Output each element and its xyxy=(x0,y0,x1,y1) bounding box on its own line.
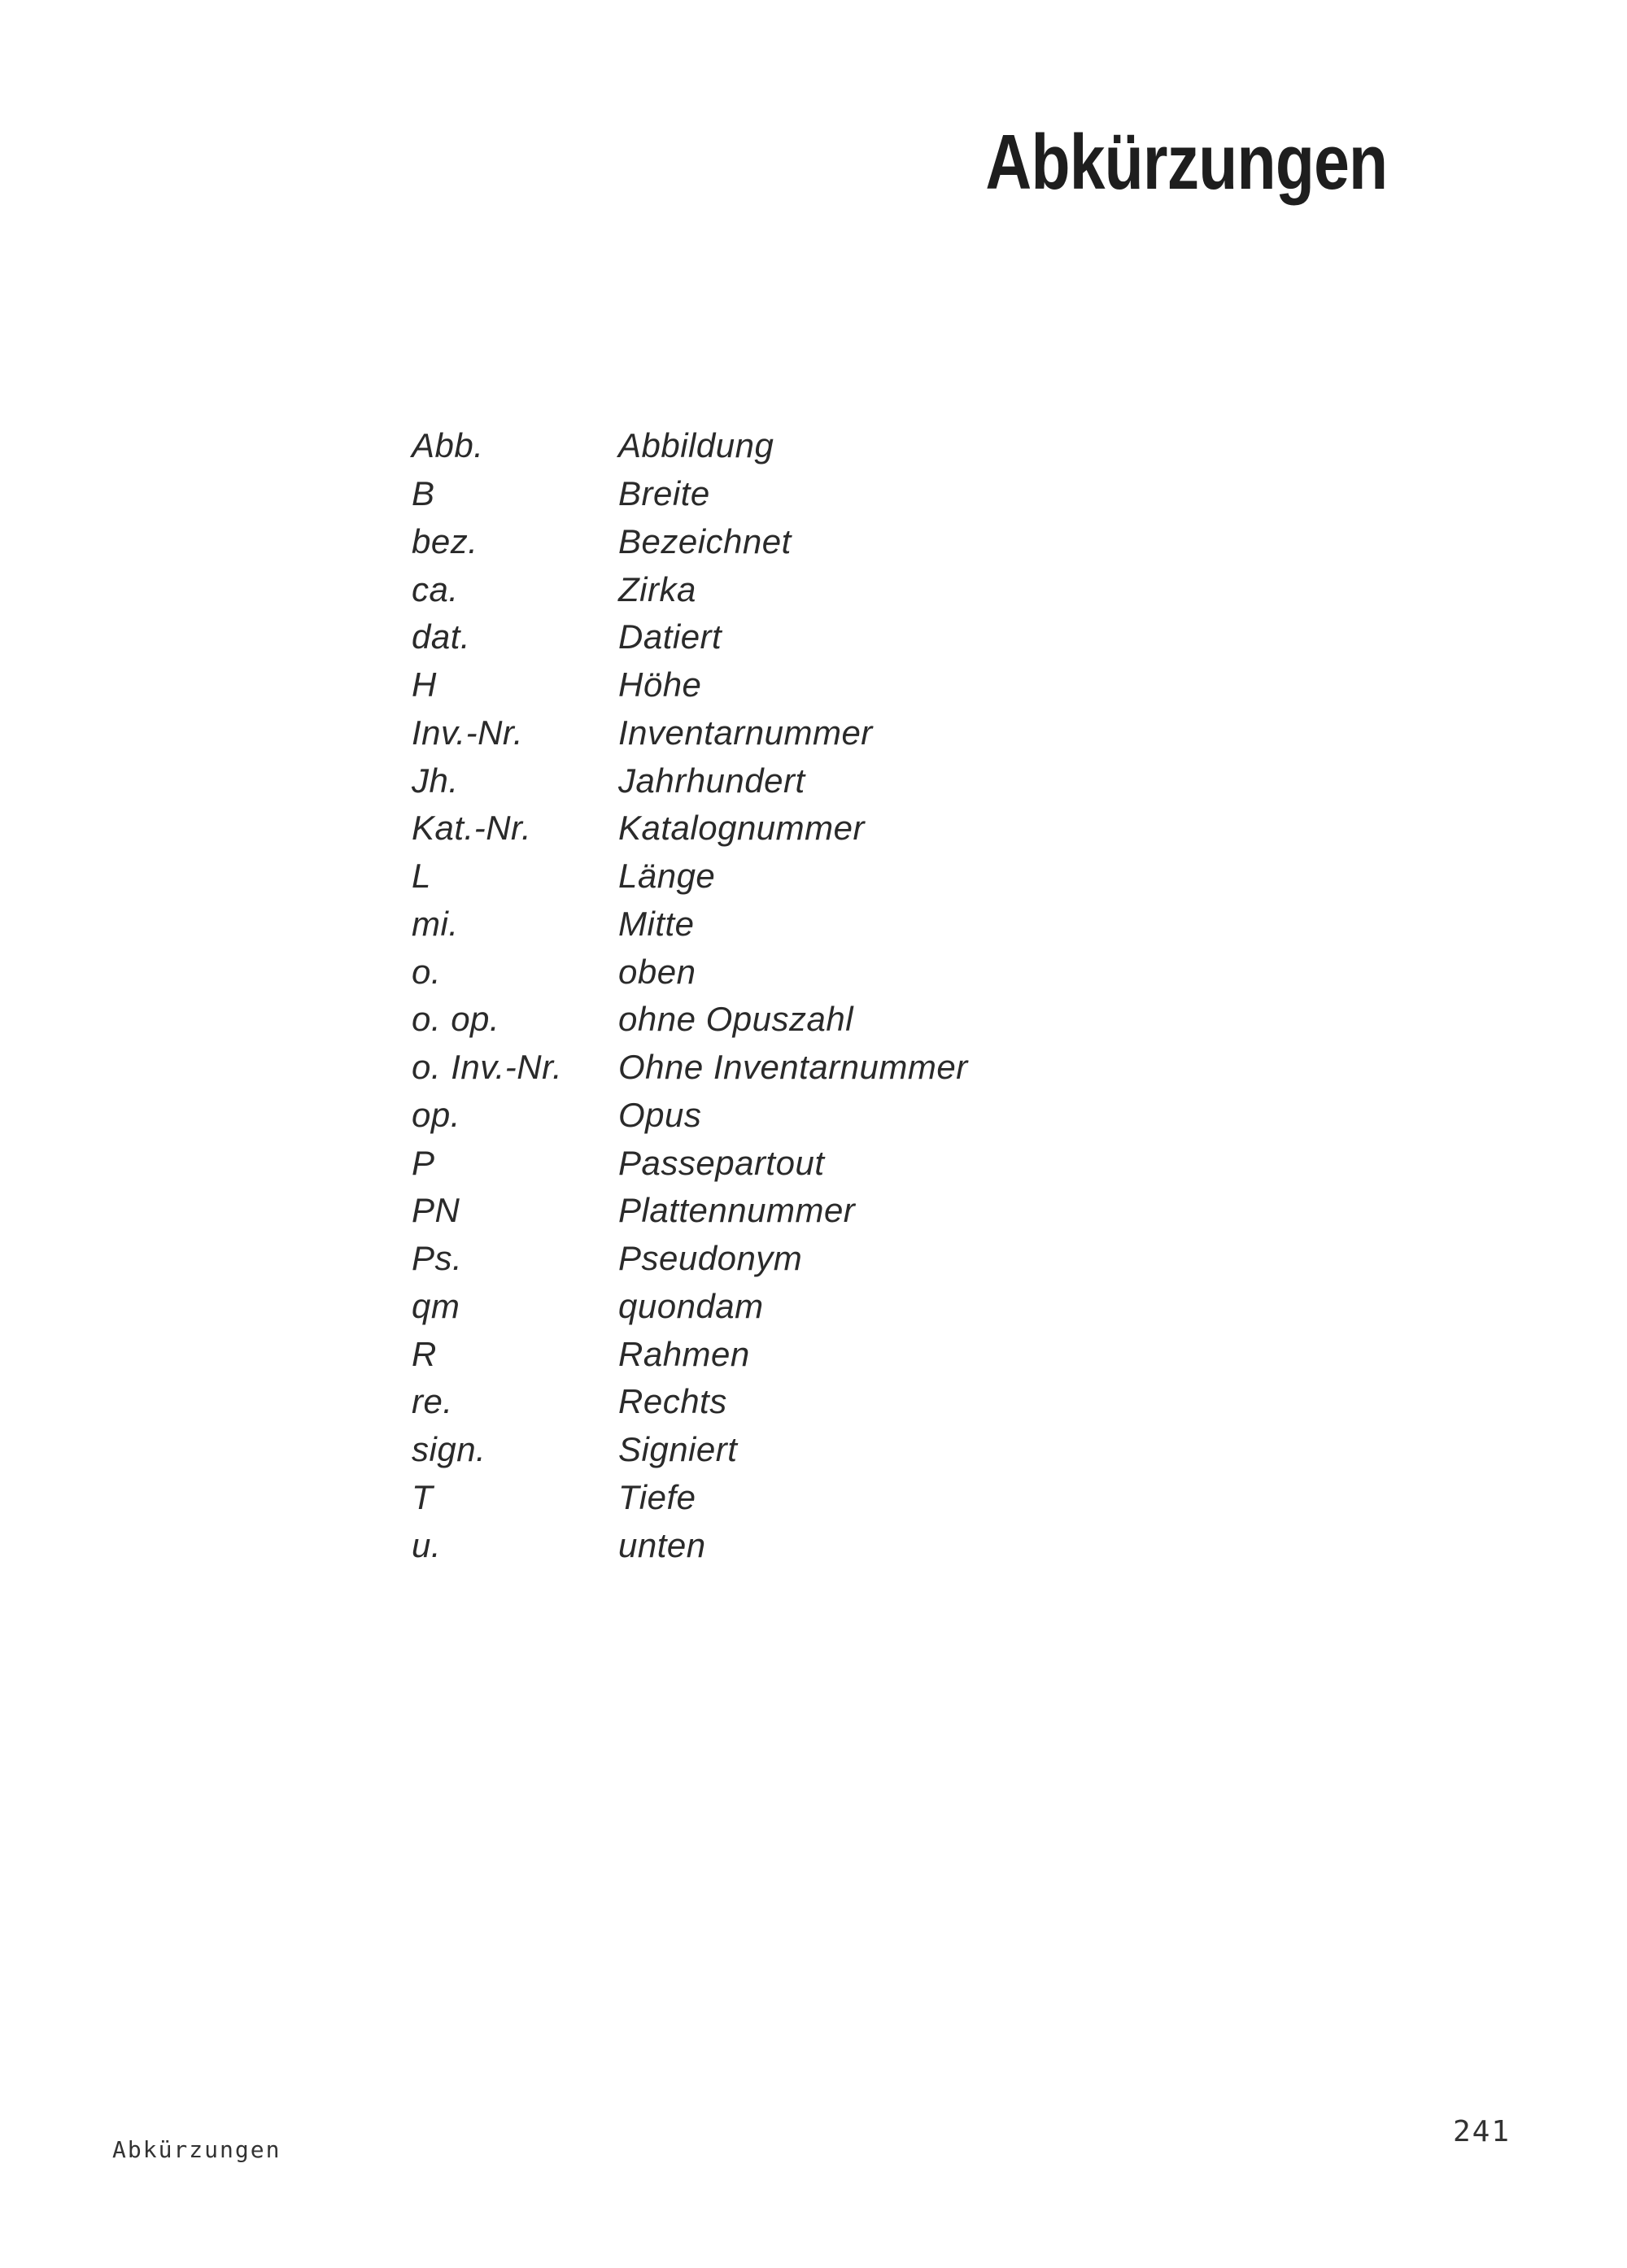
abbreviation: PN xyxy=(412,1191,460,1230)
abbreviation: Ps. xyxy=(412,1239,463,1278)
abbreviation-row xyxy=(412,661,968,709)
abbreviation-row xyxy=(412,565,968,613)
abbreviation: R xyxy=(412,1334,437,1373)
abbreviation-meaning: Tiefe xyxy=(618,1477,696,1516)
abbreviation-row xyxy=(412,470,968,518)
abbreviation-row xyxy=(412,1330,968,1378)
abbreviation-row xyxy=(412,901,968,949)
abbreviation-row xyxy=(412,1044,968,1092)
abbreviation-meaning: Breite xyxy=(618,474,710,513)
abbreviation-meaning: quondam xyxy=(618,1286,764,1325)
abbreviation: dat. xyxy=(412,617,471,656)
abbreviation-meaning: Mitte xyxy=(618,904,695,943)
abbreviation-meaning: Höhe xyxy=(618,665,702,704)
abbreviation-row xyxy=(412,948,968,996)
abbreviation-row xyxy=(412,1092,968,1140)
abbreviation-meaning: Passepartout xyxy=(618,1143,825,1182)
page-number: 241 xyxy=(1452,2115,1511,2148)
running-footer: Abkürzungen xyxy=(112,2136,281,2163)
abbreviation: o. op. xyxy=(412,1000,500,1039)
abbreviation: H xyxy=(412,665,437,704)
abbreviation: L xyxy=(412,857,431,896)
abbreviation-meaning: Katalognummer xyxy=(618,809,865,848)
abbreviation-meaning: Pseudonym xyxy=(618,1239,803,1278)
abbreviation: P xyxy=(412,1143,435,1182)
abbreviation-meaning: Abbildung xyxy=(618,426,774,465)
abbreviation-row xyxy=(412,853,968,901)
abbreviation-meaning: Datiert xyxy=(618,617,722,656)
abbreviation-row xyxy=(412,805,968,853)
abbreviation-meaning: Bezeichnet xyxy=(618,521,792,560)
abbreviation: u. xyxy=(412,1525,442,1564)
abbreviation-meaning: Opus xyxy=(618,1095,702,1134)
abbreviation: Abb. xyxy=(412,426,484,465)
abbreviation-meaning: Inventarnummer xyxy=(618,713,873,752)
abbreviation-row xyxy=(412,1283,968,1331)
abbreviation: B xyxy=(412,474,435,513)
abbreviation-row xyxy=(412,1426,968,1474)
abbreviation: o. Inv.-Nr. xyxy=(412,1048,563,1087)
abbreviation-meaning: Zirka xyxy=(618,569,696,608)
abbreviation-meaning: unten xyxy=(618,1525,706,1564)
abbreviation-meaning: Jahrhundert xyxy=(618,761,805,800)
abbreviation: Kat.-Nr. xyxy=(412,809,532,848)
abbreviation: sign. xyxy=(412,1430,486,1469)
abbreviation-row xyxy=(412,1187,968,1235)
abbreviation: ca. xyxy=(412,569,459,608)
abbreviation: op. xyxy=(412,1095,460,1134)
abbreviation: mi. xyxy=(412,904,459,943)
abbreviation-meaning: oben xyxy=(618,952,696,991)
abbreviation-meaning: Plattennummer xyxy=(618,1191,856,1230)
abbreviation-meaning: Rechts xyxy=(618,1382,727,1421)
abbreviation-row xyxy=(412,518,968,566)
abbreviation-row xyxy=(412,996,968,1044)
page-title: Abkürzungen xyxy=(985,119,1387,206)
abbreviation-list xyxy=(412,422,968,1569)
abbreviation-row xyxy=(412,709,968,757)
abbreviation-row xyxy=(412,757,968,805)
abbreviation-row xyxy=(412,613,968,661)
abbreviation-meaning: Signiert xyxy=(618,1430,738,1469)
abbreviation: qm xyxy=(412,1286,460,1325)
abbreviation-row xyxy=(412,1139,968,1187)
abbreviation-meaning: Länge xyxy=(618,857,716,896)
abbreviation-meaning: Ohne Inventarnummer xyxy=(618,1048,968,1087)
abbreviation-row xyxy=(412,1235,968,1283)
abbreviation-meaning: Rahmen xyxy=(618,1334,750,1373)
abbreviation: Inv.-Nr. xyxy=(412,713,523,752)
abbreviation: T xyxy=(412,1477,434,1516)
abbreviation-row xyxy=(412,1474,968,1522)
abbreviation-row xyxy=(412,1521,968,1569)
abbreviation: o. xyxy=(412,952,442,991)
abbreviation: bez. xyxy=(412,521,478,560)
abbreviation: re. xyxy=(412,1382,453,1421)
abbreviation-row xyxy=(412,422,968,470)
abbreviation-meaning: ohne Opuszahl xyxy=(618,1000,854,1039)
abbreviation-row xyxy=(412,1378,968,1426)
abbreviation: Jh. xyxy=(412,761,459,800)
